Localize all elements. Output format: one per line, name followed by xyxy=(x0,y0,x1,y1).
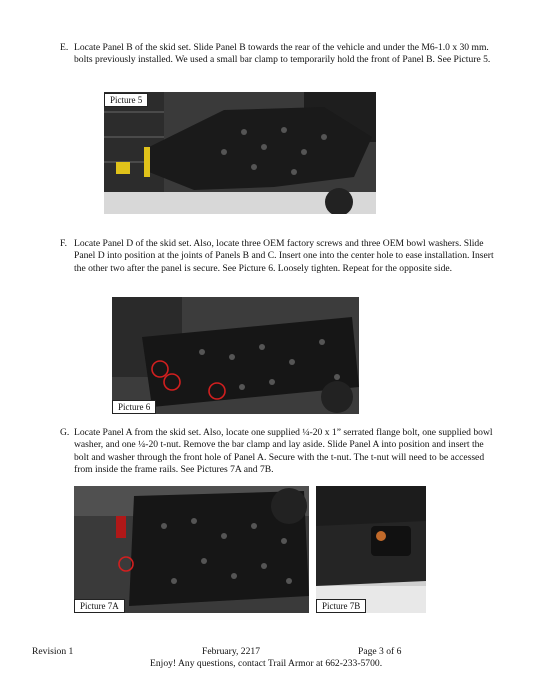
picture-5-photo xyxy=(104,92,376,214)
skid-plate-photo xyxy=(112,297,359,414)
step-letter: G. xyxy=(60,427,70,438)
picture-6-label: Picture 6 xyxy=(112,400,156,414)
step-text: Locate Panel B of the skid set. Slide Panel B towards the rear of the vehicle and under the M6-1.0 x 30 mm. bolts previously installed. We used a small bar clamp to temporarily hold the front of Panel B. See Picture 5. xyxy=(74,42,491,66)
picture-6-photo xyxy=(112,297,359,414)
footer-date: February, 2217 xyxy=(202,646,260,657)
picture-7a-photo xyxy=(74,486,309,613)
picture-7b-photo xyxy=(316,486,426,613)
step-letter: E. xyxy=(60,42,69,53)
footer-revision: Revision 1 xyxy=(32,646,74,657)
step-text: Locate Panel A from the skid set. Also, locate one supplied ¼-20 x 1” serrated flange bolt, one supplied bowl washer, and one ¼-20 t-nut. Remove the bar clamp and lay aside. Slide Panel A into position and insert the bolt and washer through the front hole of Panel A. Secure with the t-nut. The t-nut will need to be accessed from inside the frame rails. See Pictures 7A and 7B. xyxy=(74,427,493,476)
step-letter: F. xyxy=(60,238,67,249)
frame-rail-photo xyxy=(316,486,426,613)
skid-plate-photo xyxy=(74,486,309,613)
footer-contact: Enjoy! Any questions, contact Trail Armor at 662-233-5700. xyxy=(150,658,383,669)
step-text: Locate Panel D of the skid set. Also, locate three OEM factory screws and three OEM bowl washers. Slide Panel D into position at the joints of Panels B and C. Insert one into the center hole to ease installation. Insert the other two after the panel is secure. See Picture 6. Loosely tighten. Repeat for the opposite side. xyxy=(74,238,494,274)
footer-page: Page 3 of 6 xyxy=(358,646,402,657)
picture-7a-label: Picture 7A xyxy=(74,599,125,613)
skid-plate-photo xyxy=(104,92,376,214)
picture-5-label: Picture 5 xyxy=(104,93,148,107)
picture-7b-label: Picture 7B xyxy=(316,599,366,613)
